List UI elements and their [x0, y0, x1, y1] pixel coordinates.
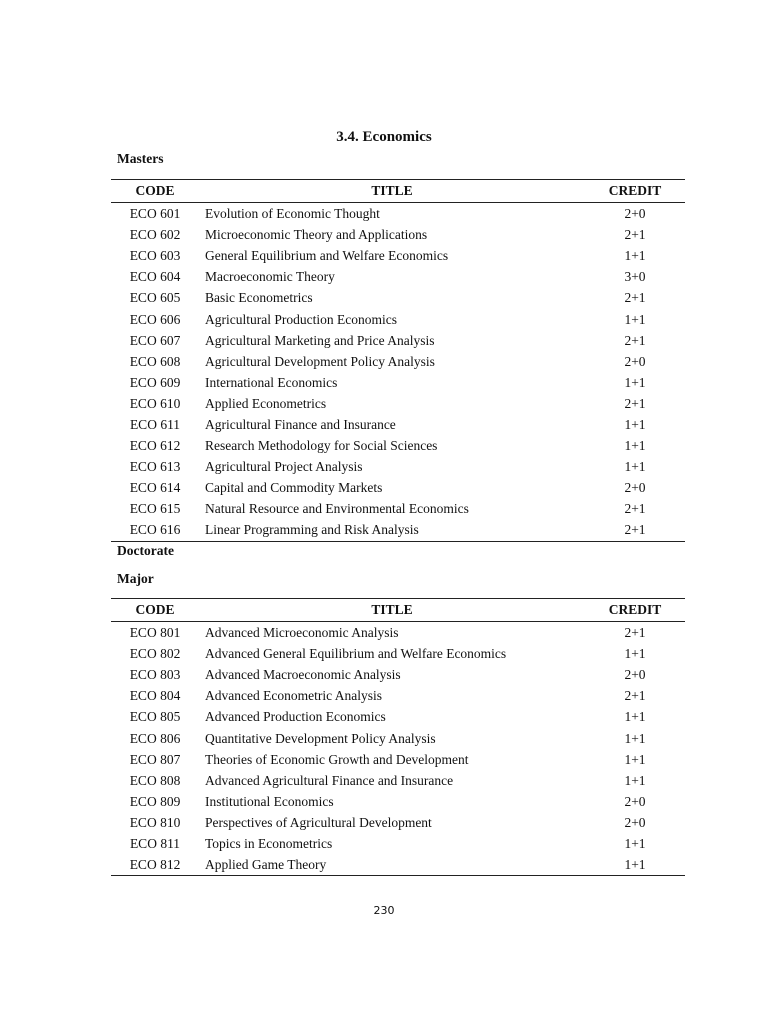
- course-credit: 2+1: [624, 227, 646, 243]
- major-label: Major: [117, 571, 154, 586]
- course-code: ECO 616: [111, 519, 199, 541]
- course-credit: 1+1: [624, 438, 646, 454]
- code-header: CODE: [111, 180, 199, 203]
- course-title: Advanced Macroeconomic Analysis: [205, 667, 401, 683]
- course-code: ECO 609: [129, 374, 181, 390]
- course-title: Macroeconomic Theory: [205, 269, 335, 285]
- course-title: Research Methodology for Social Sciences: [205, 438, 438, 454]
- course-credit: 1+1: [624, 311, 646, 327]
- table-row: [111, 245, 685, 266]
- course-credit: 2+0: [624, 793, 646, 809]
- table-row: [111, 266, 685, 287]
- table-row: [111, 414, 685, 435]
- course-code: ECO 805: [129, 709, 181, 725]
- course-code: ECO 812: [111, 854, 199, 876]
- course-credit: 1+1: [624, 772, 646, 788]
- masters-table-body: [111, 203, 685, 542]
- course-code: ECO 602: [129, 227, 181, 243]
- doctorate-label: Doctorate: [117, 543, 174, 558]
- course-credit: 2+0: [624, 667, 646, 683]
- course-credit: 2+1: [624, 290, 646, 306]
- table-header-row: [111, 599, 685, 622]
- course-credit: 2+1: [624, 501, 646, 517]
- table-row: [111, 791, 685, 812]
- course-code: ECO 802: [129, 646, 181, 662]
- course-title: Linear Programming and Risk Analysis: [199, 519, 585, 541]
- course-credit: 1+1: [624, 374, 646, 390]
- course-code: ECO 801: [129, 625, 181, 641]
- course-title: Advanced Production Economics: [205, 709, 386, 725]
- course-title: Agricultural Production Economics: [205, 311, 397, 327]
- course-code: ECO 603: [129, 248, 181, 264]
- table-row: [111, 833, 685, 854]
- course-title: General Equilibrium and Welfare Economics: [205, 248, 449, 264]
- course-code: ECO 606: [129, 311, 181, 327]
- table-row: [111, 330, 685, 351]
- course-credit: 1+1: [624, 416, 646, 432]
- table-row: [111, 435, 685, 456]
- course-code: ECO 607: [129, 332, 181, 348]
- credit-header: CREDIT: [585, 599, 685, 622]
- table-row: [111, 812, 685, 833]
- table-row: [111, 664, 685, 685]
- table-header-row: [111, 180, 685, 203]
- course-credit: 1+1: [585, 854, 685, 876]
- title-header: TITLE: [199, 180, 585, 203]
- course-code: ECO 808: [129, 772, 181, 788]
- course-credit: 2+1: [624, 688, 646, 704]
- course-title: Quantitative Development Policy Analysis: [205, 730, 436, 746]
- table-row: [111, 351, 685, 372]
- masters-table: [111, 179, 685, 542]
- course-code: ECO 804: [129, 688, 181, 704]
- course-code: ECO 811: [129, 835, 181, 851]
- course-credit: 2+1: [624, 625, 646, 641]
- course-credit: 2+1: [585, 519, 685, 541]
- course-title: Agricultural Project Analysis: [205, 459, 363, 475]
- course-code: ECO 615: [129, 501, 181, 517]
- table-row: [111, 456, 685, 477]
- course-title: Agricultural Marketing and Price Analysis: [205, 332, 435, 348]
- course-title: Basic Econometrics: [205, 290, 313, 306]
- credit-header: CREDIT: [585, 180, 685, 203]
- course-title: Advanced Agricultural Finance and Insurance: [205, 772, 454, 788]
- course-code: ECO 613: [129, 459, 181, 475]
- table-row: [111, 498, 685, 519]
- table-row: [111, 643, 685, 664]
- table-row: [111, 308, 685, 329]
- course-title: Theories of Economic Growth and Development: [205, 751, 469, 767]
- course-credit: 1+1: [624, 248, 646, 264]
- course-title: Applied Econometrics: [205, 395, 327, 411]
- table-row: [111, 519, 685, 541]
- course-title: Microeconomic Theory and Applications: [205, 227, 428, 243]
- course-code: ECO 604: [129, 269, 181, 285]
- table-row: [111, 477, 685, 498]
- course-credit: 1+1: [624, 459, 646, 475]
- table-row: [111, 727, 685, 748]
- course-credit: 1+1: [624, 835, 646, 851]
- doctorate-table-body: [111, 622, 685, 876]
- table-row: [111, 372, 685, 393]
- page-number: 230: [373, 904, 395, 917]
- course-credit: 2+1: [624, 395, 646, 411]
- course-code: ECO 614: [129, 480, 181, 496]
- course-credit: 3+0: [624, 269, 646, 285]
- course-title: International Economics: [205, 374, 338, 390]
- course-code: ECO 806: [129, 730, 181, 746]
- course-credit: 1+1: [624, 730, 646, 746]
- course-code: ECO 610: [129, 395, 181, 411]
- course-code: ECO 605: [129, 290, 181, 306]
- table-row: [111, 287, 685, 308]
- title-header: TITLE: [199, 599, 585, 622]
- course-title: Institutional Economics: [205, 793, 334, 809]
- masters-label: Masters: [117, 151, 164, 166]
- course-title: Agricultural Finance and Insurance: [205, 416, 396, 432]
- course-title: Topics in Econometrics: [205, 835, 333, 851]
- course-credit: 1+1: [624, 646, 646, 662]
- course-code: ECO 612: [129, 438, 181, 454]
- course-credit: 2+1: [624, 332, 646, 348]
- course-credit: 2+0: [624, 206, 646, 222]
- course-code: ECO 608: [129, 353, 181, 369]
- course-title: Natural Resource and Environmental Economics: [205, 501, 469, 517]
- course-code: ECO 810: [129, 814, 181, 830]
- course-code: ECO 807: [129, 751, 181, 767]
- table-row: [111, 685, 685, 706]
- course-credit: 2+0: [624, 480, 646, 496]
- table-row: [111, 622, 685, 644]
- course-credit: 1+1: [624, 709, 646, 725]
- course-title: Advanced Econometric Analysis: [205, 688, 382, 704]
- course-title: Capital and Commodity Markets: [205, 480, 383, 496]
- table-row: [111, 203, 685, 225]
- course-title: Advanced Microeconomic Analysis: [205, 625, 399, 641]
- course-credit: 1+1: [624, 751, 646, 767]
- course-code: ECO 803: [129, 667, 181, 683]
- table-row: [111, 224, 685, 245]
- table-row: [111, 706, 685, 727]
- course-code: ECO 809: [129, 793, 181, 809]
- course-title: Advanced General Equilibrium and Welfare Economics: [205, 646, 507, 662]
- course-title: Agricultural Development Policy Analysis: [205, 353, 435, 369]
- course-credit: 2+0: [624, 814, 646, 830]
- code-header: CODE: [111, 599, 199, 622]
- course-title: Evolution of Economic Thought: [205, 206, 380, 222]
- page-title: 3.4. Economics: [336, 129, 432, 145]
- table-row: [111, 854, 685, 876]
- doctorate-table: [111, 598, 685, 876]
- table-row: [111, 393, 685, 414]
- course-title: Applied Game Theory: [199, 854, 585, 876]
- course-code: ECO 601: [129, 206, 181, 222]
- table-row: [111, 749, 685, 770]
- course-code: ECO 611: [129, 416, 181, 432]
- course-title: Perspectives of Agricultural Development: [205, 814, 432, 830]
- course-credit: 2+0: [624, 353, 646, 369]
- table-row: [111, 770, 685, 791]
